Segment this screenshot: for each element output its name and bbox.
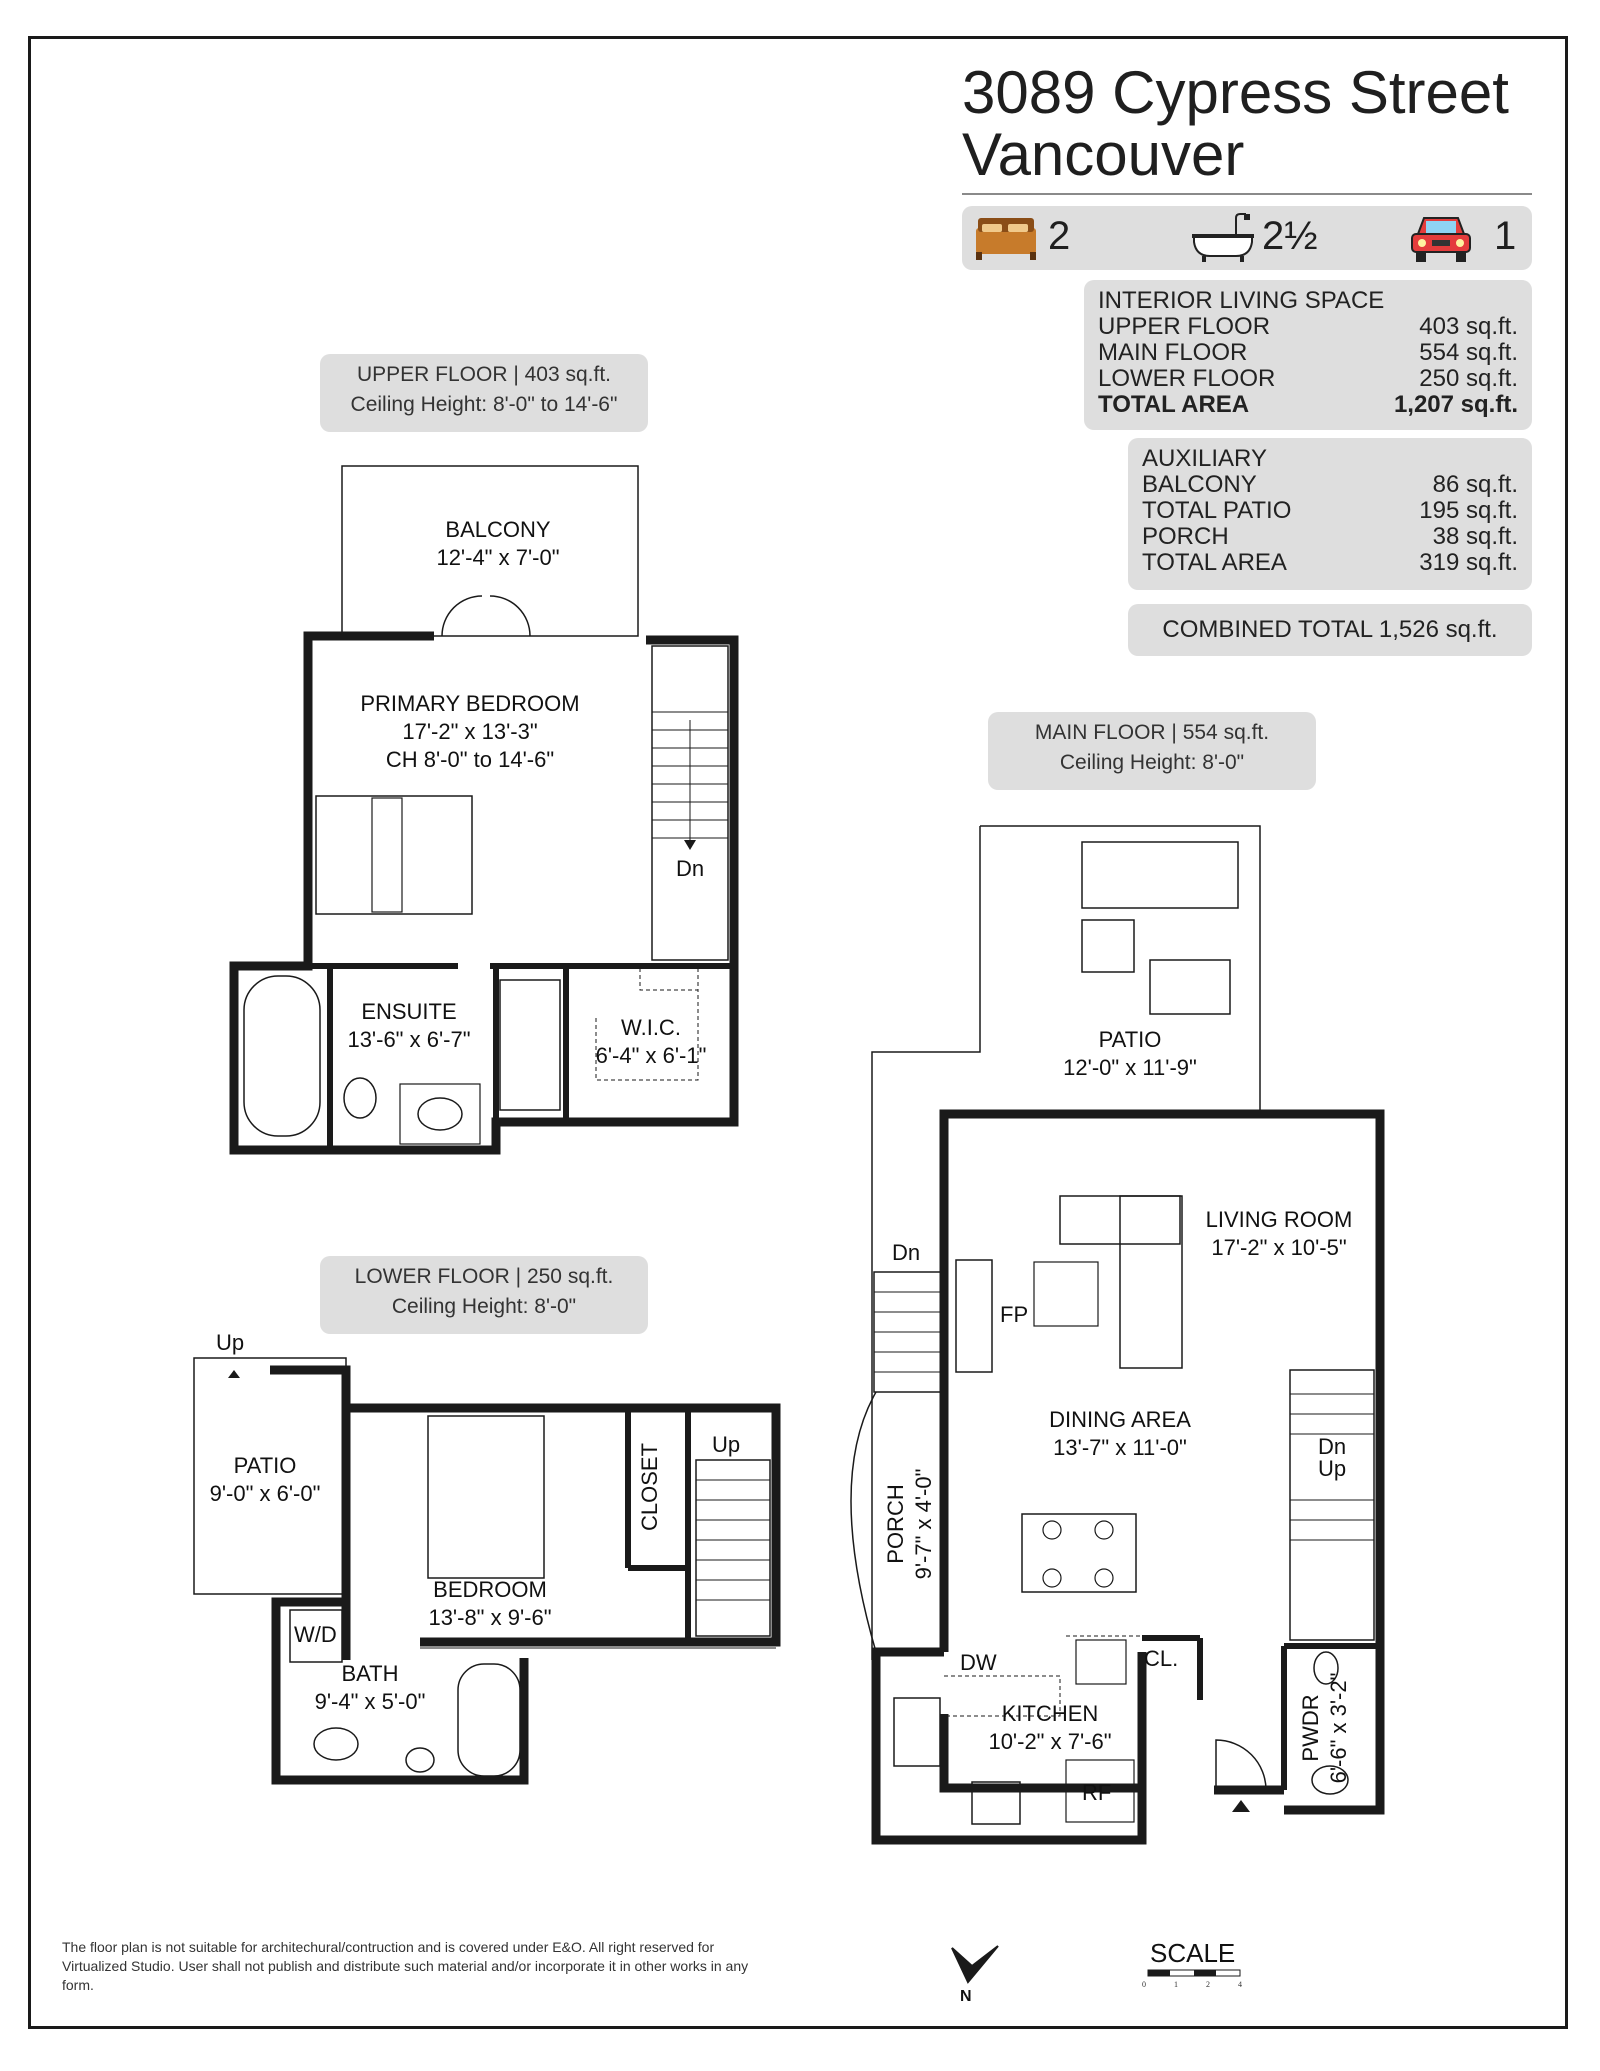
- lower-patio-up-label: Up: [216, 1330, 245, 1355]
- room-pwdr: PWDR 6'-6" x 3'-2": [1298, 1672, 1351, 1784]
- main-floor-label: MAIN FLOOR | 554 sq.ft. Ceiling Height: 8'-0": [988, 712, 1316, 790]
- washer-dryer-label: W/D: [294, 1622, 337, 1647]
- auxiliary-row: PORCH 38 sq.ft.: [1142, 523, 1518, 550]
- ensuite-tub: [244, 976, 320, 1136]
- room-balcony: BALCONY 12'-4" x 7'-0": [436, 517, 560, 570]
- north-label: N: [960, 1988, 972, 2005]
- disclaimer-text: The floor plan is not suitable for architechural/contruction and is covered under E&O. All right reserved for Virtualized Studio. User shall not publish and distribute such material and/or incorporate it in other works in any form.: [62, 1939, 749, 1993]
- room-porch: PORCH 9'-7" x 4'-0": [883, 1468, 936, 1580]
- upper-floor-label: UPPER FLOOR | 403 sq.ft. Ceiling Height: 8'-0" to 14'-6": [320, 354, 648, 432]
- lower-floor-label: LOWER FLOOR | 250 sq.ft. Ceiling Height: 8'-0": [320, 1256, 648, 1334]
- kitchen-sink: [894, 1698, 940, 1766]
- main-stair-left-dn-label: Dn: [892, 1240, 921, 1265]
- lower-tub: [458, 1664, 520, 1776]
- room-kitchen: KITCHEN 10'-2" x 7'-6": [988, 1701, 1112, 1754]
- room-ensuite: ENSUITE 13'-6" x 6'-7": [347, 999, 471, 1052]
- main-stair-right: [1290, 1370, 1374, 1640]
- interior-row: LOWER FLOOR 250 sq.ft.: [1098, 365, 1518, 392]
- auxiliary-row: TOTAL PATIO 195 sq.ft.: [1142, 497, 1518, 524]
- north-arrow-icon: [952, 1946, 998, 1982]
- closet-main-label: CL.: [1144, 1646, 1179, 1671]
- room-bath: BATH 9'-4" x 5'-0": [314, 1661, 426, 1714]
- bedroom-count: 2: [1048, 214, 1071, 258]
- fireplace-label: FP: [1000, 1302, 1029, 1327]
- lower-sink: [314, 1728, 358, 1760]
- upper-stair-dn-label: Dn: [676, 856, 705, 881]
- auxiliary-heading: AUXILIARY: [1142, 445, 1267, 472]
- interior-row: UPPER FLOOR 403 sq.ft.: [1098, 313, 1518, 340]
- ensuite-sink: [418, 1098, 462, 1130]
- lower-stair-up-label: Up: [712, 1432, 741, 1457]
- lower-floor-plan: [194, 1358, 776, 1780]
- fridge-label: RF: [1082, 1780, 1112, 1805]
- main-stair-right-dn-label: Dn: [1318, 1434, 1347, 1459]
- room-wic: W.I.C. 6'-4" x 6'-1": [595, 1015, 707, 1068]
- living-sofa: [1120, 1196, 1182, 1368]
- room-patio-lower: PATIO 9'-0" x 6'-0": [209, 1453, 321, 1506]
- ensuite-shower: [500, 980, 560, 1110]
- interior-row: MAIN FLOOR 554 sq.ft.: [1098, 339, 1518, 366]
- combined-total: COMBINED TOTAL 1,526 sq.ft.: [1128, 604, 1532, 656]
- lower-up-arrow-icon: [228, 1370, 240, 1378]
- ensuite-toilet: [344, 1078, 376, 1118]
- microwave: [1076, 1640, 1126, 1684]
- interior-heading: INTERIOR LIVING SPACE: [1098, 287, 1385, 314]
- parking-count: 1: [1494, 214, 1517, 258]
- address-city: Vancouver: [962, 121, 1245, 188]
- fireplace: [956, 1260, 992, 1372]
- room-bedroom: BEDROOM 13'-8" x 9'-6": [428, 1577, 552, 1630]
- sofa-sectional: [1082, 842, 1238, 908]
- patio-table: [1150, 960, 1230, 1014]
- scale-ticks: 0 1 2 4: [1142, 1980, 1242, 1989]
- bed-furniture: [316, 796, 472, 914]
- bathroom-count: 2½: [1262, 214, 1318, 258]
- lower-stair: [696, 1460, 770, 1636]
- room-living-room: LIVING ROOM 17'-2" x 10'-5": [1205, 1207, 1353, 1260]
- lower-exterior-wall: [270, 1370, 776, 1780]
- room-patio-main: PATIO 12'-0" x 11'-9": [1063, 1027, 1197, 1080]
- scale-bar: [1148, 1970, 1240, 1976]
- armchair: [1082, 920, 1134, 972]
- interior-total-row: TOTAL AREA 1,207 sq.ft.: [1098, 391, 1518, 418]
- lower-bed: [428, 1416, 544, 1578]
- lower-toilet: [406, 1748, 434, 1772]
- address-street: 3089 Cypress Street: [962, 59, 1509, 126]
- entry-door: [1216, 1740, 1266, 1790]
- entry-arrow-icon: [1232, 1800, 1250, 1812]
- coffee-table: [1034, 1262, 1098, 1326]
- dishwasher-label: DW: [960, 1650, 997, 1675]
- main-stair-right-up-label: Up: [1318, 1456, 1347, 1481]
- auxiliary-row: BALCONY 86 sq.ft.: [1142, 471, 1518, 498]
- auxiliary-row: TOTAL AREA 319 sq.ft.: [1142, 549, 1518, 576]
- room-dining-area: DINING AREA 13'-7" x 11'-0": [1049, 1407, 1191, 1460]
- room-primary-bedroom: PRIMARY BEDROOM 17'-2" x 13'-3" CH 8'-0" to 14'-6": [360, 691, 580, 772]
- dining-table: [1022, 1514, 1136, 1592]
- closet-lower-label: CLOSET: [637, 1442, 663, 1532]
- scale-label: SCALE: [1150, 1938, 1236, 1968]
